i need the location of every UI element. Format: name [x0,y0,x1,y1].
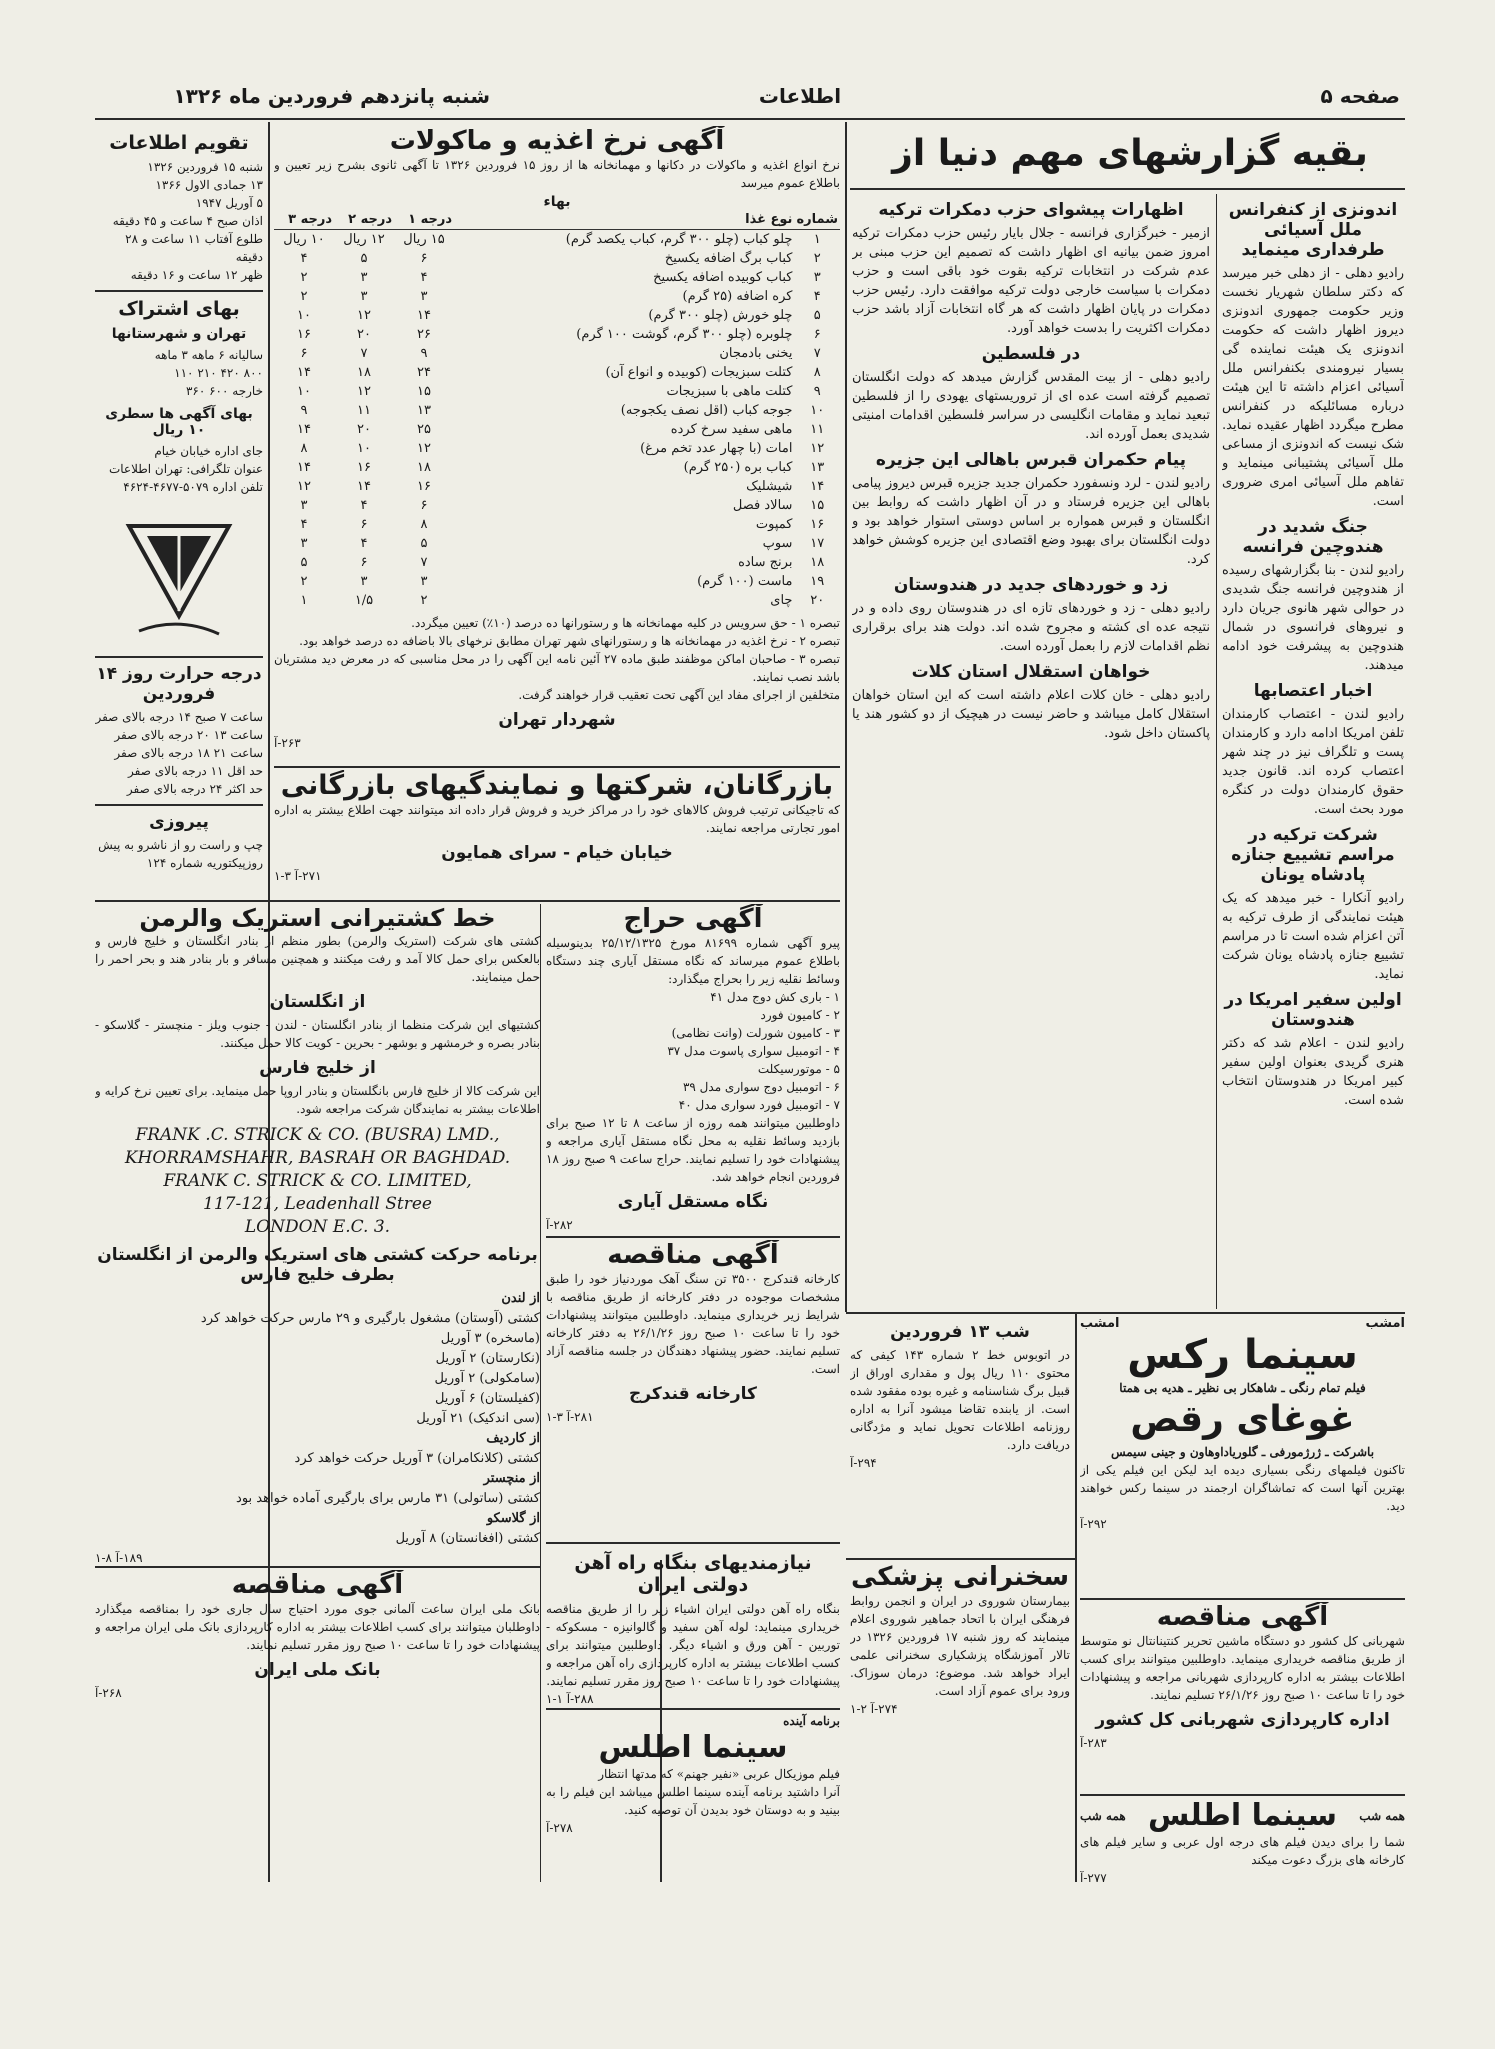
food-name-cell: کتلت سبزیجات (کوبیده و انواع آن) [605,365,793,380]
table-row [274,344,840,363]
ad-ref: ۲۸۲-آ [546,1218,573,1232]
price-cell: ۴ [813,289,821,304]
price-cell: ۱۵ [417,384,431,399]
price-cell: ۱۴ [417,308,431,323]
auction-signature: نگاه مستقل آیاری [617,1192,769,1212]
ad-ref: ۲۸۱-آ ۳-۱ [546,1410,594,1424]
price-cell: ۶ [813,327,821,342]
auction-items: ۱ - باری کش دوج مدل ۴۱ ۲ - کامیون فورد ۳ - کامیون شورلت (وانت نظامی) ۴ - اتومبیل سواری پاسوت مدل ۳۷ ۵ - موتورسیکلت ۶ - اتومبیل دوج سواری مدل ۳۹ ۷ - اتومبیل فورد سواری مدل ۴۰ [667,990,840,1112]
section-rule [1080,1598,1405,1600]
report-item: اظهارات پیشوای حزب دمکرات ترکیه ازمیر - خبرگزاری فرانسه - جلال بایار رئیس حزب دمکرات ترکیه امروز ضمن بیانیه ای اظهار داشت که تصمیم این حزب مبنی بر عدم شرکت در انتخابات ترکیه بقوت خود باقی است و حزب دمکرات با سیاست خارجی دولت ترکیه موافقت دارد. رئیس حزب دمکرات در پایان اظهار داشت که هر گاه انتخابات آزاد باشد حزب دمکرات اکثریت را بدست خواهد آورد. [852,200,1210,336]
section-rule [546,1542,840,1544]
price-cell: ۸ [813,365,821,380]
strick-schedule-title: برنامه حرکت کشتی های استریک والرمن از انگلستان بطرف خلیج فارس [97,1245,538,1285]
railway-notice [546,1546,840,1706]
section-rule [846,1312,1405,1314]
ad-ref: ۲۷۴-آ ۲-۱ [850,1702,898,1716]
price-cell: ۱۸ [810,555,825,570]
sidebar [95,126,263,926]
lost-item-notice [850,1316,1070,1556]
strick-title: خط کشتیرانی استریک والرمن [139,904,496,932]
atlas1-label: برنامه آینده [783,1714,840,1728]
food-name-cell: چلو کباب (چلو ۳۰۰ گرم، کباب یکصد گرم) [565,232,793,247]
price-cell: ۳ [420,289,428,304]
table-row [274,230,840,250]
price-cell: ۳ [420,574,428,589]
table-row [274,382,840,401]
strick-schedule: از لندن کشتی (آوستان) مشغول بارگیری و ۲۹ مارس حرکت خواهد کرد (ماسخره) ۳ آوریل (نکارستان) ۲ آوریل (سامکولی) ۲ آوریل (کفیلستان) ۶ آوریل (سی اندکیک) ۲۱ آوریل از کاردیف کشتی (کلانکامران) ۳ آوریل حرکت خواهد کرد از منچستر کشتی (ساتولی) ۳۱ مارس برای بارگیری آماده خواهد بود از گلاسکو کشتی (افغانستان) ۸ آوریل [200,1291,540,1546]
food-prices-body [274,230,840,611]
price-cell: ۲ [300,270,308,285]
price-cell: ۲۴ [417,365,431,380]
column-rule [540,904,541,1882]
price-cell: ۲۶ [417,327,431,342]
subscription-title: بهای اشتراک [118,298,240,320]
price-cell: ۱۴ [297,365,311,380]
ad-ref: ۲۶۸-آ [95,1686,122,1700]
price-cell: ۲ [813,251,821,266]
weather-title: درجه حرارت روز ۱۴ فروردین [96,664,262,704]
food-name-cell: شیشلیک [746,479,793,494]
section-rule [95,1566,540,1568]
price-cell: ۱۵ [810,498,825,513]
price-cell: ۱۴ [297,460,311,475]
auction-notice [546,904,840,1234]
subscription-rates: سالیانه ۶ ماهه ۳ ماهه ۸۰۰ ۴۲۰ ۲۱۰ ۱۱۰ خارجه ۶۰۰ ۳۶۰ [154,348,263,398]
atlas1-text: آنرا داشتید برنامه آینده سینما اطلس میباشد این فیلم را به بینید و به دوستان خود بدیدن آن توصیه کنید. [546,1785,840,1817]
table-row [274,572,840,591]
victory-title: پیروزی [149,812,209,832]
price-cell: ۱۶ [810,517,825,532]
price-cell: ۲۵ [417,422,431,437]
price-cell: ۶ [360,517,368,532]
col-header: درجه ۳ [274,210,334,230]
price-cell: ۱۲ ریال [343,232,385,247]
food-name-cell: چلوبره (چلو ۳۰۰ گرم، گوشت ۱۰۰ گرم) [576,327,793,342]
price-cell: ۱۶ [357,460,371,475]
price-cell: ۲ [300,574,308,589]
food-name-cell: یخنی بادمجان [719,346,793,361]
table-row [274,420,840,439]
price-cell: ۳ [360,270,368,285]
report-item: اندونزی از کنفرانس ملل آسیائی طرفداری مینماید رادیو دهلی - از دهلی خبر میرسد که دکتر سلطان شهریار نخست وزیر حکومت جمهوری اندونزی دیروز اظهار داشت که حکومت اندونزی یک هیئت نماینده گی بسیار نیرومندی بکنفرانس ملل آسیائی اعزام داشته تا این هیئت درباره مسائلیکه در کنفرانس مطرح میگردد اظهار عقیده نماید. شک نیست که اندونزی از مساعی ملل آسیائی پشتیبانی مینماید و تفاهم ملل آسیائی امری ضروری است. [1222,200,1404,509]
price-cell: ۱۷ [810,536,825,551]
price-cell: ۷ [813,346,821,361]
address-lines: جای اداره خیابان خیام عنوان تلگرافی: تهران اطلاعات تلفن اداره ۵۰۷۹-۴۶۷۷-۴۶۲۴ [108,444,263,494]
col-header: درجه ۱ [394,210,454,230]
food-name-cell: امات (با چهار عدد تخم مرغ) [640,441,793,456]
food-name-cell: چلو خورش (چلو ۳۰۰ گرم) [648,308,793,323]
table-row [274,306,840,325]
world-reports-headline: بقیه گزارشهای مهم دنیا از [892,133,1368,174]
food-prices-notes: تبصره ۱ - حق سرویس در کلیه مهمانخانه ها و رستورانها ده درصد (۱۰٪) تعیین میگردد. تبصره ۲ - نرخ اغذیه در مهمانخانه ها و رستورانهای شهر تهران مطابق نرخهای بالا باضافه ده درصد خواهد بود. تبصره ۳ - صاحبان اماکن موظفند طبق ماده ۲۷ آئین نامه این آگهی را در محل مناسبی که در معرض دید مشتریان باشد نصب نمایند. متخلفین از اجرای مفاد این آگهی تحت تعقیب قرار خواهند گرفت. [274,616,840,702]
sugar-factory-tender [546,1240,840,1540]
victory-text: چپ و راست رو از ناشرو به پیش روزپیکتوریه شماره ۱۲۴ [98,838,263,870]
food-name-cell: کمپوت [755,517,793,532]
table-row [274,458,840,477]
rex-tags: امشب امشب [1080,1316,1405,1331]
merchants-address: خیابان خیام - سرای همایون [441,843,673,863]
price-cell: ۱۸ [417,460,431,475]
price-cell: ۱۴ [357,479,371,494]
food-name-cell: برنج ساده [738,555,793,570]
ad-ref: ۲۶۳-آ [274,736,301,750]
strick-english-address: FRANK .C. STRICK & CO. (BUSRA) LMD., KHORRAMSHAHR, BASRAH OR BAGHDAD. FRANK C. STRICK & CO. LIMITED, 117-121, Leadenhall Stree LONDON E.C. 3. [124,1125,511,1237]
price-cell: ۳ [360,574,368,589]
ad-price: بهای آگهی ها سطری ۱۰ ریال [105,406,253,438]
strick-england-title: از انگلستان [269,992,366,1012]
lecture-title: سخنرانی پزشکی [850,1562,1070,1592]
weather-rows: ساعت ۷ صبح ۱۴ درجه بالای صفر ساعت ۱۳ ۲۰ درجه بالای صفر ساعت ۲۱ ۱۸ درجه بالای صفر حد اقل ۱۱ درجه بالای صفر حد اکثر ۲۴ درجه بالای صفر [95,710,263,796]
report-item: زد و خوردهای جدید در هندوستان رادیو دهلی - زد و خوردهای تازه ای در هندوستان روی داده و در نتیجه عده ای کشته و مجروح شده اند. دولت هند برای برقراری نظم اقدامات لازم را بعمل آورده است. [852,575,1210,654]
auction-intro: پیرو آگهی شماره ۸۱۶۹۹ مورخ ۲۵/۱۲/۱۳۲۵ بدینوسیله باطلاع عموم میرساند که نگاه مستقل آیاری چند دستگاه وسائط نقلیه زیر را بحراج میگذارد: [546,936,840,986]
police-tender [1080,1602,1405,1792]
calendar-title: تقویم اطلاعات [109,132,249,154]
rex-film-title: غوغای رقص [1130,1399,1355,1440]
police-tender-text: شهربانی کل کشور دو دستگاه ماشین تحریر کنتینانتال نو متوسط از طریق مناقصه خریداری مینماید. داوطلبین میتوانند برای کسب اطلاعات بیشتر به اداره کارپردازی شهربانی مراجعه و پیشنهادات خود را تا ساعت ۱۰ صبح روز ۲۶/۱/۲۶ تسلیم نمایند. [1080,1634,1405,1702]
paper-name: اطلاعات [758,84,842,108]
divider [95,804,263,806]
bank-tender-signature: بانک ملی ایران [254,1660,381,1680]
price-cell: ۹ [300,403,308,418]
table-row [274,325,840,344]
price-cell: ۵ [420,536,428,551]
atlas2-header: همه شب سینما اطلس همه شب [1080,1798,1405,1833]
price-cell: ۴ [300,517,308,532]
price-cell: ۱ [300,593,308,608]
column-rule [1075,1312,1077,1882]
price-cell: ۱۸ [357,365,371,380]
railway-title: نیازمندیهای بنگاه راه آهن دولتی ایران [574,1552,812,1596]
price-cell: ۵ [360,251,368,266]
rex-title: سینما رکس [1127,1332,1358,1378]
world-reports-col-right [1222,194,1404,1309]
railway-text: بنگاه راه آهن دولتی ایران اشیاء زیر را از طریق مناقصه خریداری مینماید: لوله آهن سفید و گالوانیزه - مسکوکه - توربین - آهن ورق و اشیاء دیگر. داوطلبین میتوانند برای کسب اطلاعات بیشتر به اداره کارپردازی راه آهن مراجعه و پیشنهادات خود را تا ساعت ۱۰ صبح روز مقرر تسلیم نمایند. [546,1602,840,1688]
merchants-text: که تاجیکانی ترتیب فروش کالاهای خود را در مراکز خرید و فروش قرار داده اند میتوانند جهت اطلاع بیشتر به اداره امور تجارتی مراجعه نمایند. [274,803,840,835]
police-tender-signature: اداره کارپردازی شهربانی کل کشور [1095,1710,1390,1730]
atlas1-title: سینما اطلس [598,1730,788,1765]
price-cell: ۱۰ [810,403,825,418]
strick-gulf-title: از خلیج فارس [259,1058,376,1078]
price-cell: ۱۴ [297,422,311,437]
price-cell: ۱۰ ریال [283,232,325,247]
price-cell: ۱۳ [417,403,431,418]
atlas2-title: سینما اطلس [1148,1798,1338,1833]
subscription-subtitle: تهران و شهرستانها [111,326,247,342]
table-row [274,534,840,553]
price-label: بهاء [543,194,571,210]
divider [95,290,263,292]
shab13-title: شب ۱۳ فروردین [890,1322,1030,1342]
ad-ref: ۲۷۱-آ ۳-۱ [274,869,322,883]
col-header: نوع غذا [454,210,794,230]
price-cell: ۶ [420,498,428,513]
ad-ref: ۲۷۷-آ [1080,1871,1107,1884]
section-rule [546,1236,840,1238]
cinema-atlas-nightly [1080,1798,1405,1884]
price-cell: ۱۰ [357,441,371,456]
rex-cast: باشرکت ـ ژرژمورفی ـ گلوریاداوهاون و جینی سیمس [1110,1445,1375,1459]
calendar-lines: شنبه ۱۵ فروردین ۱۳۲۶ ۱۳ جمادی الاول ۱۳۶۶ ۵ آوریل ۱۹۴۷ اذان صبح ۴ ساعت و ۴۵ دقیقه طلوع آفتاب ۱۱ ساعت و ۲۸ دقیقه ظهر ۱۲ ساعت و ۱۶ دقیقه [112,160,263,282]
price-cell: ۱۳ [810,460,825,475]
price-cell: ۱۰ [297,308,311,323]
col-header: درجه ۲ [334,210,394,230]
report-item: شرکت ترکیه در مراسم تشییع جنازه پادشاه یونان رادیو آنکارا - خبر میدهد که یک هیئت نمایندگی از طرف ترکیه به آتن اعزام شده است تا در مراسم تشییع جنازه پادشاه یونان شرکت نماید. [1222,825,1404,982]
price-cell: ۱۶ [297,327,311,342]
food-name-cell: کباب کوبیده اضافه یکسیخ [653,270,793,285]
price-cell: ۳ [360,289,368,304]
strick-text: کشتی های شرکت (استریک والرمن) بطور منظم از بنادر انگلستان و خلیج فارس و بالعکس برای حمل کالا آمد و رفت میکنند و همچنین مسافر و بار بنادر هند و بحر احمر را حمل مینمایند. [95,934,540,984]
divider [95,656,263,658]
price-cell: ۱۱ [810,422,825,437]
atlas1-subtitle: فیلم موزیکال عربی «نفیر جهنم» که مدتها انتظار [598,1767,840,1781]
food-prices-signature: شهردار تهران [498,710,616,730]
table-row [274,553,840,572]
price-cell: ۱۲ [417,441,431,456]
price-cell: ۱۴ [810,479,825,494]
food-name-cell: کره اضافه (۲۵ گرم) [682,289,793,304]
lecture-text: بیمارستان شوروی در ایران و انجمن روابط فرهنگی ایران با اتحاد جماهیر شوروی اعلام مینمایند که روز شنبه ۱۷ فروردین ۱۳۲۶ در تالار آموزشگاه پزشکیاری سخنرانی علمی ایراد خواهد شد. موضوع: درمان سوزاک. ورود برای عموم آزاد است. [850,1594,1070,1698]
food-name-cell: کتلت ماهی با سبزیجات [666,384,793,399]
price-cell: ۴ [420,270,428,285]
ad-ref: ۲۸۳-آ [1080,1736,1107,1750]
merchants-notice [274,770,840,900]
price-cell: ۶ [300,346,308,361]
police-tender-title: آگهی مناقصه [1156,1602,1329,1632]
report-item: اولین سفیر امریکا در هندوستان رادیو لندن - اعلام شد که دکتر هنری گریدی بعنوان اولین سفیر کبیر امریکا در هندوستان انتخاب شده است. [1222,990,1404,1108]
table-row [274,401,840,420]
rex-subtitle: فیلم تمام رنگی ـ شاهکار بی نظیر ـ هدیه بی همتا [1119,1381,1366,1395]
page-label: صفحه ۵ [1320,84,1400,108]
price-cell: ۸ [300,441,308,456]
price-cell: ۱۲ [357,384,371,399]
table-row [274,515,840,534]
food-name-cell: سوپ [762,536,793,551]
report-item: در فلسطین رادیو دهلی - از بیت المقدس گزارش میدهد که دولت انگلستان تصمیم گرفته است عده ای از تروریستهای یهودی را از فلسطین تبعید نماید و مقامات انگلیسی در سراسر فلسطین اقدامات امنیتی شدیدی بعمل آورده اند. [852,344,1210,442]
date-line: شنبه پانزدهم فروردین ماه ۱۳۲۶ [173,84,490,108]
food-name-cell: کباب برگ اضافه یکسیخ [664,251,793,266]
price-cell: ۴ [300,251,308,266]
strick-line-ad [95,904,540,1564]
ad-ref: ۱۸۹-آ ۸-۱ [95,1551,143,1564]
auction-title: آگهی حراج [623,904,763,934]
table-row [274,591,840,610]
rex-text: تاکنون فیلمهای رنگی بسیاری دیده اید لیکن این فیلم یکی از بهترین آنها است که تماشاگران ارجمند در سینما رکس خواهند دید. [1080,1463,1405,1513]
price-cell: ۷ [420,555,428,570]
price-cell: ۱۹ [810,574,825,589]
tender1-text: کارخانه قندکرج ۳۵۰۰ تن سنگ آهک موردنیاز خود را طبق مشخصات موجوده در دفتر کارخانه از طریق مناقصه با شرایط زیر خریداری مینماید. داوطلبین میتوانند پیشنهادات خود را تا ساعت ۱۰ صبح روز ۲۶/۱/۲۶ به دفتر کارخانه تسلیم نمایند. حضور پیشنهاد دهندگان در جلسه مناقصه آزاد است. [546,1272,840,1376]
table-row [274,268,840,287]
price-cell: ۱۰ [297,384,311,399]
price-cell: ۲ [420,593,428,608]
food-name-cell: کباب بره (۲۵۰ گرم) [683,460,793,475]
food-name-cell: ماست (۱۰۰ گرم) [697,574,793,589]
world-reports-col-left [852,194,1210,1309]
food-name-cell: جوجه کباب (اقل نصف یکجوجه) [620,403,793,418]
ad-ref: ۲۷۸-آ [546,1821,573,1835]
food-name-cell: سالاد فصل [732,498,793,513]
ad-ref: ۲۸۸-آ ۱-۱ [546,1692,594,1706]
price-cell: ۱/۵ [354,593,374,608]
price-cell: ۲۰ [810,593,825,608]
food-prices-intro: نرخ انواع اغذیه و ماکولات در دکانها و مهمانخانه ها از روز ۱۵ فروردین ۱۳۲۶ تا آگهی ثانوی بشرح زیر تعیین و باطلاع عموم میرسد [274,158,840,190]
price-cell: ۶ [420,251,428,266]
cinema-rex-ad [1080,1316,1405,1596]
strick-england-text: کشتیهای این شرکت منظما از بنادر انگلستان - لندن - جنوب ویلز - منچستر - گلاسکو - بنادر بصره و خرمشهر و بوشهر - بحرین - کویت کالا حمل میکنند. [95,1018,540,1050]
table-row [274,249,840,268]
bank-tender-text: بانک ملی ایران ساعت آلمانی جوی مورد احتیاج سال جاری خود را بمناقصه میگذارد داوطلبان میتوانند برای کسب اطلاعات بیشتر به اداره کارپردازی بانک ملی ایران مراجعه و پیشنهادات خود را تا ساعت ۱۰ صبح روز مقرر تسلیم نمایند. [95,1602,540,1652]
medical-lecture [850,1562,1070,1880]
merchants-title: بازرگانان، شرکتها و نمایندگیهای بازرگانی [280,770,834,801]
report-item: جنگ شدید در هندوچین فرانسه رادیو لندن - بنا بگزارشهای رسیده از هندوچین فرانسه جنگ شدیدی در حوالی شهر هانوی جریان دارد و نیروهای فرانسوی در شمال هندوچین به پیشرفت خود ادامه میدهند. [1222,517,1404,673]
table-row [274,287,840,306]
price-cell: ۷ [360,346,368,361]
price-cell: ۱۲ [357,308,371,323]
section-rule [850,188,1405,190]
report-item: پیام حکمران قبرس باهالی این جزیره رادیو لندن - لرد ونسفورد حکمران جدید جزیره قبرس دیروز پیامی باهالی این جزیره فرستاد و در آن اظهار داشت که روابط بین انگلستان و قبرس همواره بر اساس دوستی استوار خواهد بود و دولت انگلستان برای بهبود وضع اقتصادی این جزیره کوشش خواهد کرد. [852,450,1210,567]
atlas2-text: شما را برای دیدن فیلم های درجه اول عربی و سایر فیلم های کارخانه های بزرگ دعوت میکند [1080,1835,1405,1867]
bank-tender-title: آگهی مناقصه [231,1570,404,1600]
auction-text: داوطلبین میتوانند همه روزه از ساعت ۸ تا ۱۲ صبح برای بازدید وسائط نقلیه به محل نگاه مستقل آیاری مراجعه و پیشنهادات خود را تسلیم نمایند. حراج ساعت ۹ صبح روز ۱۸ فروردین انجام خواهد شد. [546,1116,840,1184]
price-cell: ۵ [300,555,308,570]
section-rule [95,900,840,902]
price-cell: ۱۱ [357,403,371,418]
food-name-cell: ماهی سفید سرخ کرده [670,422,793,437]
price-cell: ۴ [360,536,368,551]
price-cell: ۳ [813,270,821,285]
table-row [274,439,840,458]
table-row [274,496,840,515]
price-cell: ۲۰ [357,422,371,437]
section-rule [1080,1794,1405,1796]
ad-ref: ۲۹۴-آ [850,1456,877,1470]
price-cell: ۱۲ [297,479,311,494]
food-prices-title: آگهی نرخ اغذیه و ماکولات [389,126,725,156]
ad-ref: ۲۹۲-آ [1080,1517,1107,1531]
price-cell: ۶ [360,555,368,570]
price-cell: ۱۶ [417,479,431,494]
price-cell: ۱۵ ریال [403,232,445,247]
cinema-atlas-upcoming [546,1712,840,1880]
shab13-text: در اتوبوس خط ۲ شماره ۱۴۳ کیفی که محتوی ۱۱۰ ریال پول و مقداری اوراق از قبیل برگ شناسنامه و غیره بوده مفقود شده است. از یابنده تقاضا میشود آنرا به اداره روزنامه اطلاعات تحویل نماید و مژدگانی دریافت دارد. [850,1348,1070,1452]
price-cell: ۵ [813,308,821,323]
column-rule [845,122,847,1312]
tender1-title: آگهی مناقصه [607,1240,779,1270]
table-row [274,363,840,382]
price-cell: ۴ [360,498,368,513]
tender1-signature: کارخانه قندکرج [629,1384,757,1404]
emblem-logo [119,516,239,646]
col-header: شماره [794,210,840,230]
price-cell: ۱ [813,232,821,247]
price-cell: ۳ [300,536,308,551]
section-rule [846,1558,1075,1560]
column-rule [1216,194,1217,1309]
food-name-cell: چای [770,593,793,608]
section-rule [546,1708,840,1710]
price-cell: ۲۰ [357,327,371,342]
report-item: خواهان استقلال استان کلات رادیو دهلی - خان کلات اعلام داشته است که این استان خواهان استقلال کامل میباشد و حاضر نیست در هیچیک از دو کشور هند یا پاکستان داخل شود. [852,662,1210,741]
food-prices-table [274,210,840,610]
table-row [274,477,840,496]
bank-tender [95,1570,540,1880]
section-rule [274,766,840,768]
strick-gulf-text: این شرکت کالا از خلیج فارس بانگلستان و بنادر اروپا حمل مینماید. برای تعیین نرخ کرایه و اطلاعات بیشتر به نمایندگان شرکت مراجعه شود. [95,1084,540,1116]
price-cell: ۱۲ [810,441,825,456]
price-cell: ۹ [813,384,821,399]
price-cell: ۳ [300,498,308,513]
report-item: اخبار اعتصابها رادیو لندن - اعتصاب کارمندان تلفن امریکا ادامه دارد و کارمندان پست و تلگراف نیز در چند شهر اعتصاب کرده اند. قانون جدید حقوق کارمندان دولت در کنگره مورد بحث است. [1222,681,1404,817]
price-cell: ۲ [300,289,308,304]
masthead-rule [95,118,1405,120]
price-cell: ۸ [420,517,428,532]
price-cell: ۹ [420,346,428,361]
food-prices-notice [274,126,840,766]
